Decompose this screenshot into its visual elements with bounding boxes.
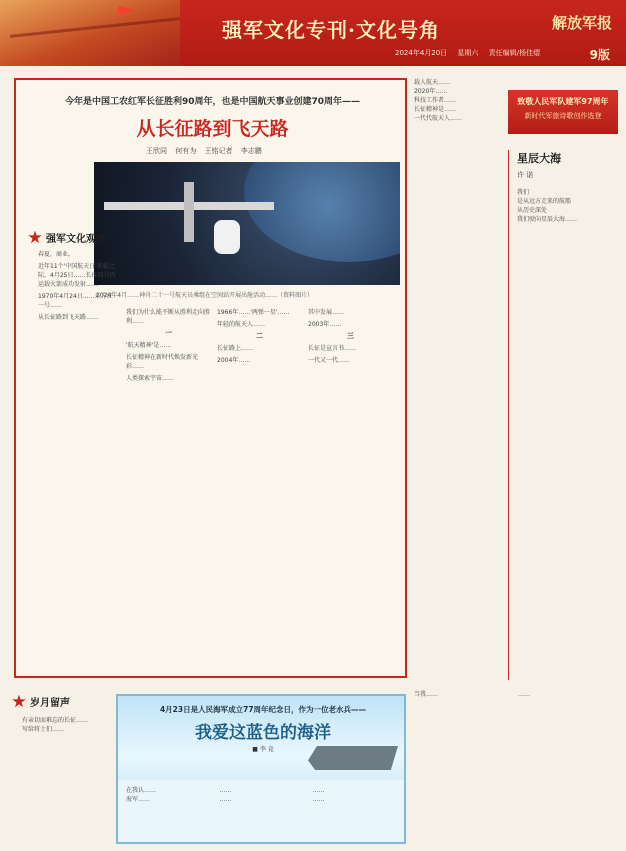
section-label: 强军文化观察 — [46, 234, 106, 245]
issue-date: 2024年4月20日 — [395, 49, 448, 57]
promo-subtitle: 新时代军旅诗歌创作选登 — [524, 112, 602, 120]
navy-banner — [118, 696, 404, 780]
paragraph: 1970年4月24日……东方红一号…… — [38, 293, 113, 309]
paragraph: 年轻的航天人…… — [217, 321, 266, 328]
section-title: 强军文化专刊·文化号角 — [222, 18, 440, 42]
navy-feature — [116, 694, 406, 844]
issue-editor: 责任编辑/杨佳熠 — [488, 49, 541, 57]
paragraph: …… — [219, 796, 232, 803]
poem-line: 从历史深处 — [517, 207, 548, 214]
flag-icon — [118, 6, 136, 20]
newspaper-logo: 解放军报 — [551, 14, 612, 32]
paragraph: 近年11个'中国航天日'来临之际，4月25日……长征四号丙运载火箭成功发射…… — [38, 263, 116, 288]
warship-illustration — [308, 746, 398, 770]
poem-author: 许 诺 — [517, 171, 534, 179]
photo-caption: 2024年4月……神舟二十一号航天员乘组在空间站开展出舱活动……（资料图片） — [96, 292, 314, 299]
author: 李志鹏 — [240, 147, 262, 155]
article-column-1 — [38, 250, 118, 680]
paragraph: 载人航天…… — [414, 79, 451, 86]
station-arm — [184, 182, 194, 242]
paragraph: 从长征路到飞天路…… — [38, 314, 99, 321]
promo-banner — [508, 90, 618, 134]
paragraph: 2003年…… — [308, 321, 342, 328]
article-kicker: 今年是中国工农红军长征胜利90周年，也是中国航天事业创建70周年—— — [64, 97, 361, 107]
paragraph: 海军…… — [126, 796, 151, 803]
paragraph: '航天精神'是…… — [126, 342, 172, 349]
masthead — [0, 0, 626, 66]
paragraph: 当我…… — [414, 691, 439, 698]
poem-line: 我们 — [517, 189, 530, 196]
poem — [508, 150, 618, 680]
page-number: 9版 — [589, 48, 610, 62]
author: 王欣同 — [146, 147, 167, 155]
paragraph: 有亲切而难忘的长征…… — [22, 717, 89, 724]
bottom-right-columns — [414, 690, 614, 846]
paragraph: 春夏，商业。 — [38, 251, 75, 258]
article-continuation — [414, 78, 502, 678]
paragraph: 长征精神是…… — [414, 106, 457, 113]
byline — [146, 146, 268, 156]
section-number: 三 — [347, 332, 354, 340]
author: 王铭记者 — [204, 147, 233, 155]
paragraph: 写给将士们…… — [22, 726, 65, 733]
navy-columns — [126, 786, 398, 842]
paragraph: 1966年……'两弹一星'…… — [217, 309, 290, 316]
section-label: 岁月留声 — [30, 698, 70, 709]
star-icon — [28, 231, 42, 245]
issue-weekday: 星期六 — [457, 49, 479, 57]
navy-column — [126, 786, 211, 842]
section-tag — [28, 230, 106, 245]
navy-column — [313, 786, 398, 842]
paragraph: 长征是宣言书…… — [308, 345, 357, 352]
memoir-column — [22, 716, 110, 846]
section-number: 二 — [256, 332, 263, 340]
star-icon — [12, 695, 26, 709]
poem-lines — [517, 188, 618, 224]
paragraph: 2004年…… — [217, 357, 251, 364]
paragraph: 一代又一代…… — [308, 357, 351, 364]
text-column — [414, 690, 510, 846]
section-tag — [12, 694, 70, 709]
poem-line: 我们驶向星辰大海…… — [517, 216, 578, 223]
paragraph: …… — [518, 691, 530, 698]
poem-line: 是从远方走来的航船 — [517, 198, 572, 205]
article-column-2 — [126, 308, 211, 683]
navy-headline: 我爱这蓝色的海洋 — [195, 723, 331, 743]
great-wall-illustration — [0, 0, 180, 66]
astronaut-image — [214, 220, 240, 254]
navy-author: ■ 李 竞 — [252, 746, 274, 753]
paragraph: 长征精神在新时代焕发新光彩…… — [126, 354, 199, 370]
navy-column — [219, 786, 304, 842]
feature-article — [14, 78, 407, 678]
wall-ridge — [10, 17, 180, 57]
article-column-3 — [217, 308, 302, 683]
space-station-photo — [94, 162, 400, 285]
paragraph: …… — [312, 787, 325, 794]
navy-kicker: 4月23日是人民海军成立77周年纪念日，作为一位老水兵—— — [159, 705, 367, 714]
paragraph: 长征路上…… — [217, 345, 254, 352]
section-number: 一 — [165, 329, 172, 337]
paragraph: 人类探索宇宙…… — [126, 375, 175, 382]
paragraph: 2020年…… — [414, 88, 448, 95]
paragraph: 科技工作者…… — [414, 97, 457, 104]
author: 何有为 — [175, 147, 197, 155]
article-column-4 — [308, 308, 393, 683]
promo-title: 致敬人民军队建军97周年 — [517, 97, 609, 106]
poem-title: 星辰大海 — [517, 152, 561, 165]
paragraph: …… — [312, 796, 325, 803]
earth-image — [244, 162, 400, 262]
text-column — [518, 690, 614, 846]
paragraph: 在我认…… — [126, 787, 157, 794]
paragraph: …… — [219, 787, 232, 794]
paragraph: 一代代航天人…… — [414, 115, 463, 122]
paragraph: 其中发展…… — [308, 309, 345, 316]
issue-info — [395, 48, 548, 58]
paragraph: 我们为什么能不断从胜利走向胜利…… — [126, 309, 211, 325]
article-headline: 从长征路到飞天路 — [136, 118, 289, 140]
